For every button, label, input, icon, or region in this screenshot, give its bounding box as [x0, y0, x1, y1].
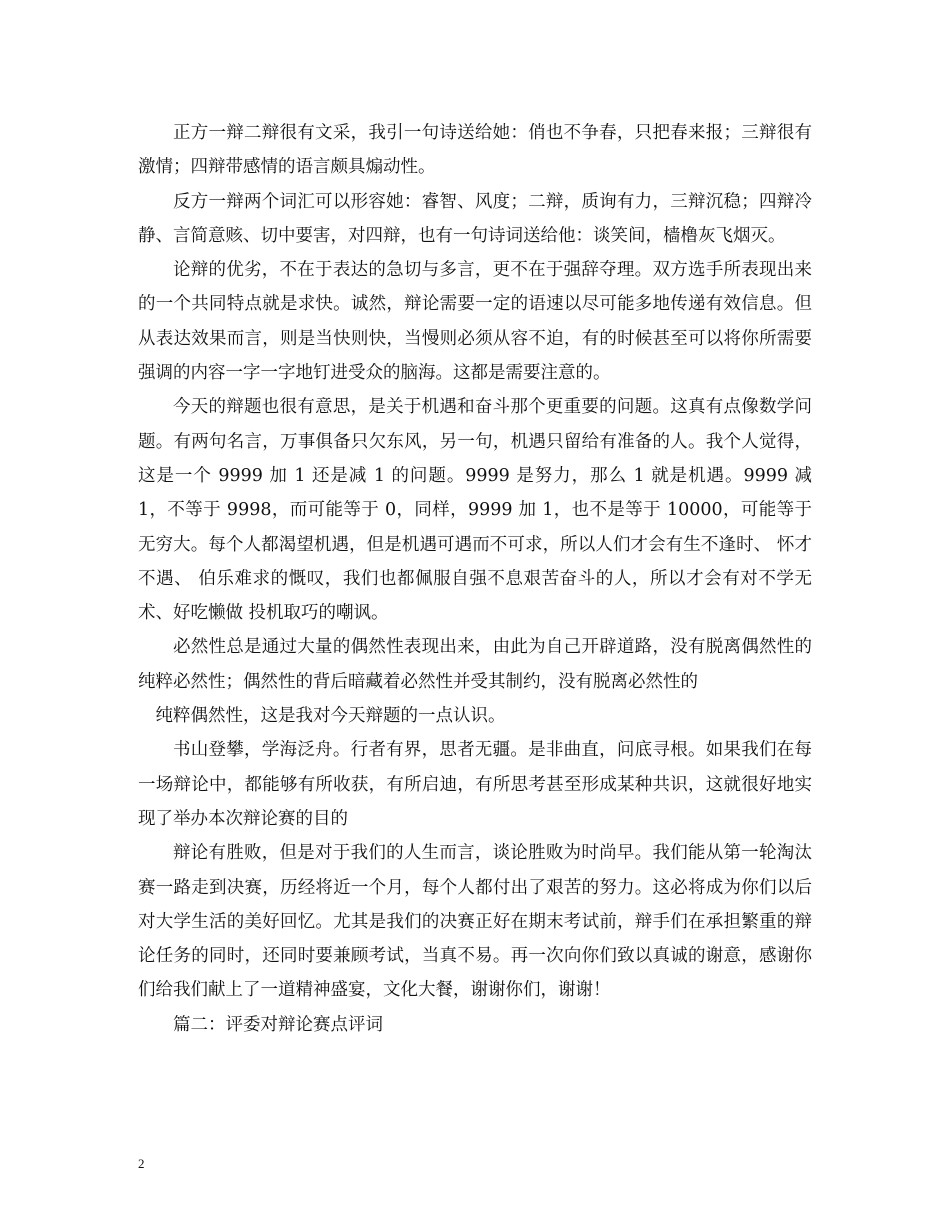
paragraph-topic-understanding: 纯粹偶然性，这是我对今天辩题的一点认识。: [155, 706, 506, 727]
paragraph-affirmative-review: 正方一辩二辩很有文采，我引一句诗送给她：俏也不争春，只把春来报；三辩很有激情；四辩带感情的语言颇具煽动性。: [138, 123, 812, 178]
section-heading: 篇二：评委对辩论赛点评词: [173, 1014, 383, 1035]
paragraph-topic-opportunity: 今天的辩题也很有意思，是关于机遇和奋斗那个更重要的问题。这真有点像数学问题。有两句名言，万事俱备只欠东风，另一句，机遇只留给有准备的人。我个人觉得，这是一个 9999 加 1 还是减 1 的问题。9999 是努力，那么 1 就是机遇。9999 减 1，不等于 9998，而可能等于 0，同样，9999 加 1，也不是等于 10000，可能等于无穷大。每个人都渴望机遇，但是机遇可遇而不可求，所以人们才会有生不逢时、 怀才不遇、 伯乐难求的慨叹，我们也都佩服自强不息艰苦奋斗的人，所以才会有对不学无术、好吃懒做 投机取巧的嘲讽。: [138, 397, 812, 624]
paragraph-thanks: 辩论有胜败，但是对于我们的人生而言，谈论胜败为时尚早。我们能从第一轮淘汰赛一路走到决赛，历经将近一个月，每个人都付出了艰苦的努力。这必将成为你们以后对大学生活的美好回忆。尤其是我们的决赛正好在期末考试前，辩手们在承担繁重的辩论任务的同时，还同时要兼顾考试，当真不易。再一次向你们致以真诚的谢意，感谢你们给我们献上了一道精神盛宴，文化大餐，谢谢你们，谢谢！: [138, 843, 812, 1001]
paragraph-negative-review: 反方一辩两个词汇可以形容她：睿智、风度；二辩，质询有力，三辩沉稳；四辩冷静、言简意赅、切中要害，对四辩，也有一句诗词送给他：谈笑间，樯橹灰飞烟灭。: [138, 191, 812, 246]
paragraph-debate-quality: 论辩的优劣，不在于表达的急切与多言，更不在于强辞夺理。双方选手所表现出来的一个共同特点就是求快。诚然，辩论需要一定的语速以尽可能多地传递有效信息。但从表达效果而言，则是当快则快，当慢则必须从容不迫，有的时候甚至可以将你所需要强调的内容一字一字地钉进受众的脑海。这都是需要注意的。: [138, 260, 812, 384]
paragraph-purpose: 书山登攀，学海泛舟。行者有界，思者无疆。是非曲直，问底寻根。如果我们在每一场辩论中，都能够有所收获，有所启迪，有所思考甚至形成某种共识，这就很好地实现了举办本次辩论赛的目的: [138, 740, 812, 829]
document-body: [138, 116, 812, 1042]
paragraph-necessity-contingency: 必然性总是通过大量的偶然性表现出来，由此为自己开辟道路，没有脱离偶然性的纯粹必然性；偶然性的背后暗藏着必然性并受其制约，没有脱离必然性的: [138, 637, 812, 692]
page-number: 2: [138, 1156, 145, 1171]
